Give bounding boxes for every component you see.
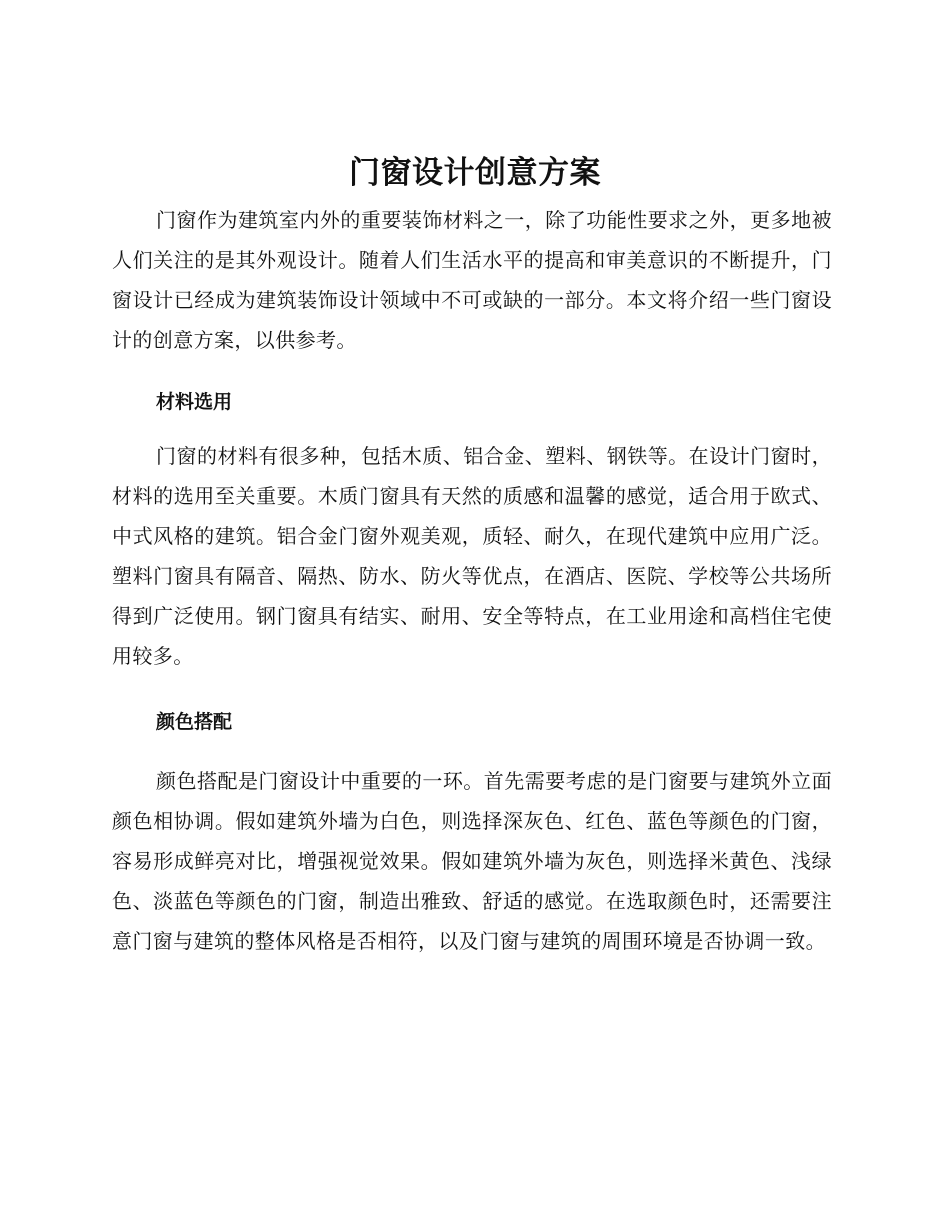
intro-paragraph: 门窗作为建筑室内外的重要装饰材料之一，除了功能性要求之外，更多地被人们关注的是其外观设计。随着人们生活水平的提高和审美意识的不断提升，门窗设计已经成为建筑装饰设计领域中不可或缺的一部分。本文将介绍一些门窗设计的创意方案，以供参考。 [112, 208, 832, 352]
section-body-colors: 颜色搭配是门窗设计中重要的一环。首先需要考虑的是门窗要与建筑外立面颜色相协调。假如建筑外墙为白色，则选择深灰色、红色、蓝色等颜色的门窗，容易形成鲜亮对比，增强视觉效果。假如建筑外墙为灰色，则选择米黄色、浅绿色、淡蓝色等颜色的门窗，制造出雅致、舒适的感觉。在选取颜色时，还需要注意门窗与建筑的整体风格是否相符，以及门窗与建筑的周围环境是否协调一致。 [112, 769, 832, 953]
document-title: 门窗设计创意方案 [349, 155, 601, 191]
section-heading-materials: 材料选用 [156, 391, 233, 413]
section-heading-colors: 颜色搭配 [156, 711, 233, 733]
section-body-materials: 门窗的材料有很多种，包括木质、铝合金、塑料、钢铁等。在设计门窗时，材料的选用至关重要。木质门窗具有天然的质感和温馨的感觉，适合用于欧式、中式风格的建筑。铝合金门窗外观美观，质轻、耐久，在现代建筑中应用广泛。塑料门窗具有隔音、隔热、防水、防火等优点，在酒店、医院、学校等公共场所得到广泛使用。钢门窗具有结实、耐用、安全等特点，在工业用途和高档住宅使用较多。 [112, 444, 832, 668]
